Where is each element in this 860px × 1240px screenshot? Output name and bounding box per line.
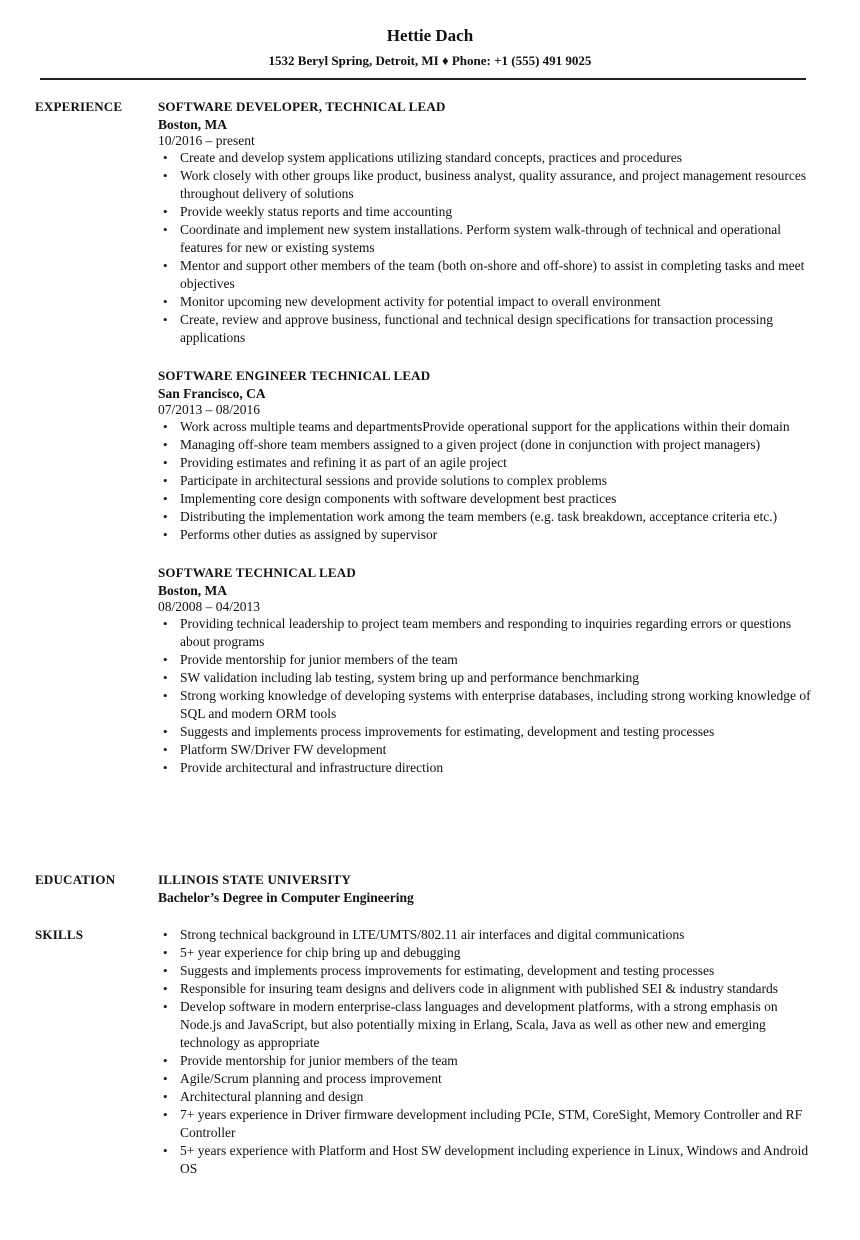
bullet-item: • Strong working knowledge of developing systems with enterprise databases, including strong working knowledge of SQL and modern ORM tools (158, 687, 813, 723)
bullet-item: • Coordinate and implement new system installations. Perform system walk-through of technical and operational features for new or existing systems (158, 221, 813, 257)
skill-item: • Strong technical background in LTE/UMTS/802.11 air interfaces and digital communications (158, 926, 813, 944)
bullet-item: • Providing technical leadership to project team members and responding to inquiries regarding errors or questions about programs (158, 615, 813, 651)
skill-item: • Suggests and implements process improvements for estimating, development and testing processes (158, 962, 813, 980)
skill-item: • Provide mentorship for junior members of the team (158, 1052, 813, 1070)
job-title: SOFTWARE TECHNICAL LEAD (158, 565, 356, 580)
job-bullets (158, 418, 813, 544)
bullet-item: • Providing estimates and refining it as part of an agile project (158, 454, 813, 472)
resume-header (0, 24, 860, 70)
candidate-name: Hettie Dach (386, 26, 474, 45)
bullet-item: • Create and develop system applications utilizing standard concepts, practices and procedures (158, 149, 813, 167)
bullet-item: • SW validation including lab testing, system bring up and performance benchmarking (158, 669, 813, 687)
bullet-item: • Monitor upcoming new development activity for potential impact to overall environment (158, 293, 813, 311)
bullet-item: • Provide architectural and infrastructure direction (158, 759, 813, 777)
bullet-item: • Create, review and approve business, functional and technical design specifications for transaction processing applications (158, 311, 813, 347)
school-name: ILLINOIS STATE UNIVERSITY (158, 872, 352, 887)
skill-item: • Architectural planning and design (158, 1088, 813, 1106)
bullet-item: • Distributing the implementation work among the team members (e.g. task breakdown, acceptance criteria etc.) (158, 508, 813, 526)
job-location: San Francisco, CA (158, 386, 266, 401)
job-title: SOFTWARE DEVELOPER, TECHNICAL LEAD (158, 99, 446, 114)
bullet-item: • Platform SW/Driver FW development (158, 741, 813, 759)
skill-item: • Develop software in modern enterprise-class languages and development platforms, with a strong emphasis on Node.js and JavaScript, but also potentially mixing in Erlang, Scala, Java as well as other new and emerging technology as appropriate (158, 998, 813, 1052)
job-location: Boston, MA (158, 117, 228, 132)
section-label-education: EDUCATION (35, 872, 116, 887)
job-location: Boston, MA (158, 583, 228, 598)
experience-list (158, 98, 813, 777)
bullet-item: • Work across multiple teams and departmentsProvide operational support for the applications within their domain (158, 418, 813, 436)
bullet-item: • Provide weekly status reports and time accounting (158, 203, 813, 221)
skill-item: • Responsible for insuring team designs and delivers code in alignment with published SEI & industry standards (158, 980, 813, 998)
job-title: SOFTWARE ENGINEER TECHNICAL LEAD (158, 368, 431, 383)
bullet-item: • Participate in architectural sessions and provide solutions to complex problems (158, 472, 813, 490)
skill-item: • Agile/Scrum planning and process improvement (158, 1070, 813, 1088)
skills-bullets (158, 926, 813, 1178)
bullet-item: • Provide mentorship for junior members of the team (158, 651, 813, 669)
job-entry (158, 98, 813, 347)
bullet-item: • Managing off-shore team members assigned to a given project (done in conjunction with project managers) (158, 436, 813, 454)
job-dates: 08/2008 – 04/2013 (158, 599, 261, 614)
education-entry (158, 871, 813, 907)
contact-info: 1532 Beryl Spring, Detroit, MI ♦ Phone: +1 (555) 491 9025 (268, 53, 592, 68)
job-bullets (158, 615, 813, 777)
skill-item: • 5+ year experience for chip bring up and debugging (158, 944, 813, 962)
degree: Bachelor’s Degree in Computer Engineering (158, 890, 414, 905)
bullet-item: • Work closely with other groups like product, business analyst, quality assurance, and project management resources throughout delivery of solutions (158, 167, 813, 203)
bullet-item: • Performs other duties as assigned by supervisor (158, 526, 813, 544)
skills-list (158, 926, 813, 1178)
skill-item: • 7+ years experience in Driver firmware development including PCIe, STM, CoreSight, Memory Controller and RF Controller (158, 1106, 813, 1142)
bullet-item: • Mentor and support other members of the team (both on-shore and off-shore) to assist in completing tasks and meet objectives (158, 257, 813, 293)
header-divider (40, 78, 806, 80)
section-label-skills: SKILLS (35, 927, 84, 942)
job-bullets (158, 149, 813, 347)
skill-item: • 5+ years experience with Platform and Host SW development including experience in Linux, Windows and Android OS (158, 1142, 813, 1178)
bullet-item: • Suggests and implements process improvements for estimating, development and testing processes (158, 723, 813, 741)
bullet-item: • Implementing core design components with software development best practices (158, 490, 813, 508)
job-entry (158, 367, 813, 544)
section-label-experience: EXPERIENCE (35, 99, 123, 114)
job-dates: 10/2016 – present (158, 133, 255, 148)
job-dates: 07/2013 – 08/2016 (158, 402, 261, 417)
job-entry (158, 564, 813, 777)
